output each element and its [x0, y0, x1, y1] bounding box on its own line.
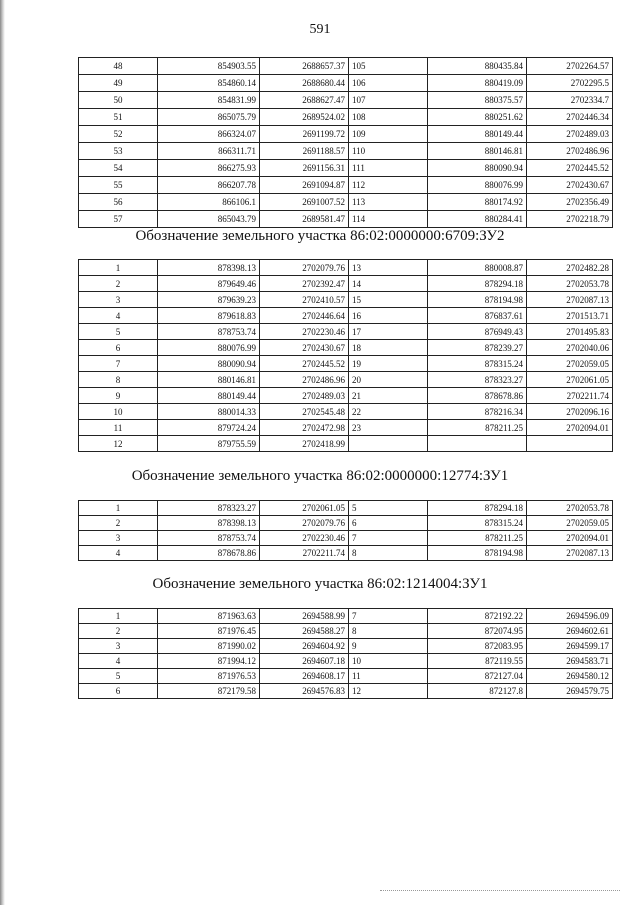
y-coordinate: 2702410.57 — [260, 292, 349, 308]
x-coordinate: 878315.24 — [428, 356, 527, 372]
y-coordinate: 2702418.99 — [260, 436, 349, 452]
x-coordinate: 880008.87 — [428, 260, 527, 276]
x-coordinate: 876949.43 — [428, 324, 527, 340]
y-coordinate: 2702059.05 — [527, 516, 613, 531]
x-coordinate: 872083.95 — [428, 639, 527, 654]
y-coordinate: 2689581.47 — [260, 211, 349, 228]
y-coordinate: 2702334.7 — [527, 92, 613, 109]
section-title-12774-zu1: Обозначение земельного участка 86:02:0000000:12774:ЗУ1 — [131, 468, 509, 484]
x-coordinate: 878294.18 — [428, 501, 527, 516]
x-coordinate: 865075.79 — [158, 109, 260, 126]
y-coordinate: 2694576.83 — [260, 684, 349, 699]
point-number: 2 — [79, 624, 158, 639]
point-number: 54 — [79, 160, 158, 177]
point-number: 15 — [349, 292, 428, 308]
point-number: 13 — [349, 260, 428, 276]
point-number: 23 — [349, 420, 428, 436]
point-number: 51 — [79, 109, 158, 126]
y-coordinate: 2691156.31 — [260, 160, 349, 177]
x-coordinate: 878239.27 — [428, 340, 527, 356]
point-number: 18 — [349, 340, 428, 356]
point-number: 11 — [349, 669, 428, 684]
point-number: 112 — [349, 177, 428, 194]
x-coordinate: 880251.62 — [428, 109, 527, 126]
coordinates-table-3 — [78, 500, 613, 561]
point-number: 108 — [349, 109, 428, 126]
x-coordinate: 879724.24 — [158, 420, 260, 436]
x-coordinate: 872127.8 — [428, 684, 527, 699]
table-row — [79, 624, 613, 639]
x-coordinate: 872119.55 — [428, 654, 527, 669]
table-row — [79, 194, 613, 211]
table-row — [79, 372, 613, 388]
x-coordinate: 878294.18 — [428, 276, 527, 292]
y-coordinate: 2688680.44 — [260, 75, 349, 92]
x-coordinate: 878678.86 — [428, 388, 527, 404]
y-coordinate: 2702230.46 — [260, 324, 349, 340]
point-number: 2 — [79, 276, 158, 292]
point-number: 1 — [79, 260, 158, 276]
table-row — [79, 177, 613, 194]
point-number: 4 — [79, 308, 158, 324]
y-coordinate: 2702356.49 — [527, 194, 613, 211]
x-coordinate: 878194.98 — [428, 292, 527, 308]
table-row — [79, 639, 613, 654]
point-number: 110 — [349, 143, 428, 160]
x-coordinate: 871976.53 — [158, 669, 260, 684]
section-title-6709-zu2: Обозначение земельного участка 86:02:0000000:6709:ЗУ2 — [135, 228, 505, 244]
table-row — [79, 654, 613, 669]
point-number: 6 — [79, 340, 158, 356]
x-coordinate: 880435.84 — [428, 58, 527, 75]
x-coordinate: 880419.09 — [428, 75, 527, 92]
point-number: 19 — [349, 356, 428, 372]
x-coordinate: 878398.13 — [158, 260, 260, 276]
y-coordinate: 2691199.72 — [260, 126, 349, 143]
y-coordinate: 2691007.52 — [260, 194, 349, 211]
x-coordinate: 871976.45 — [158, 624, 260, 639]
y-coordinate: 2688627.47 — [260, 92, 349, 109]
y-coordinate: 2702482.28 — [527, 260, 613, 276]
point-number: 53 — [79, 143, 158, 160]
table-row — [79, 260, 613, 276]
point-number: 50 — [79, 92, 158, 109]
x-coordinate: 880149.44 — [158, 388, 260, 404]
point-number: 12 — [79, 436, 158, 452]
y-coordinate: 2688657.37 — [260, 58, 349, 75]
y-coordinate: 2702230.46 — [260, 531, 349, 546]
y-coordinate: 2702486.96 — [260, 372, 349, 388]
x-coordinate: 866324.07 — [158, 126, 260, 143]
scan-left-edge — [0, 0, 5, 905]
point-number: 3 — [79, 292, 158, 308]
point-number: 3 — [79, 639, 158, 654]
x-coordinate: 866207.78 — [158, 177, 260, 194]
y-coordinate: 2694604.92 — [260, 639, 349, 654]
y-coordinate: 2702094.01 — [527, 420, 613, 436]
point-number: 113 — [349, 194, 428, 211]
point-number: 55 — [79, 177, 158, 194]
x-coordinate: 878323.27 — [158, 501, 260, 516]
point-number: 52 — [79, 126, 158, 143]
y-coordinate: 2702096.16 — [527, 404, 613, 420]
table-row — [79, 160, 613, 177]
point-number: 48 — [79, 58, 158, 75]
point-number: 7 — [349, 531, 428, 546]
y-coordinate: 2702489.03 — [527, 126, 613, 143]
x-coordinate: 872192.22 — [428, 609, 527, 624]
y-coordinate: 2694588.99 — [260, 609, 349, 624]
table-row — [79, 531, 613, 546]
table-row — [79, 546, 613, 561]
y-coordinate: 2702430.67 — [527, 177, 613, 194]
y-coordinate: 2702486.96 — [527, 143, 613, 160]
y-coordinate: 2702079.76 — [260, 516, 349, 531]
x-coordinate: 878194.98 — [428, 546, 527, 561]
point-number: 6 — [349, 516, 428, 531]
point-number: 8 — [79, 372, 158, 388]
table-row — [79, 404, 613, 420]
point-number: 5 — [79, 669, 158, 684]
point-number: 17 — [349, 324, 428, 340]
point-number: 2 — [79, 516, 158, 531]
x-coordinate: 876837.61 — [428, 308, 527, 324]
y-coordinate: 2691188.57 — [260, 143, 349, 160]
x-coordinate: 880149.44 — [428, 126, 527, 143]
x-coordinate: 880174.92 — [428, 194, 527, 211]
coordinates-table-2 — [78, 259, 613, 452]
table-row — [79, 211, 613, 228]
y-coordinate: 2694602.61 — [527, 624, 613, 639]
table-row — [79, 75, 613, 92]
table-row — [79, 388, 613, 404]
x-coordinate: 866106.1 — [158, 194, 260, 211]
point-number: 10 — [79, 404, 158, 420]
x-coordinate: 854831.99 — [158, 92, 260, 109]
y-coordinate: 2702545.48 — [260, 404, 349, 420]
x-coordinate: 878216.34 — [428, 404, 527, 420]
point-number: 5 — [349, 501, 428, 516]
point-number: 7 — [349, 609, 428, 624]
point-number: 114 — [349, 211, 428, 228]
point-number: 9 — [349, 639, 428, 654]
point-number: 8 — [349, 546, 428, 561]
x-coordinate: 880076.99 — [158, 340, 260, 356]
table-row — [79, 420, 613, 436]
x-coordinate: 879618.83 — [158, 308, 260, 324]
point-number: 9 — [79, 388, 158, 404]
table-row — [79, 669, 613, 684]
table-row — [79, 143, 613, 160]
x-coordinate: 879649.46 — [158, 276, 260, 292]
x-coordinate: 872127.04 — [428, 669, 527, 684]
point-number — [349, 436, 428, 452]
table-row — [79, 126, 613, 143]
y-coordinate: 2694579.75 — [527, 684, 613, 699]
table-row — [79, 356, 613, 372]
y-coordinate: 2694580.12 — [527, 669, 613, 684]
y-coordinate: 2702445.52 — [527, 160, 613, 177]
table-row — [79, 684, 613, 699]
x-coordinate: 878211.25 — [428, 531, 527, 546]
x-coordinate: 872179.58 — [158, 684, 260, 699]
y-coordinate: 2702445.52 — [260, 356, 349, 372]
point-number: 57 — [79, 211, 158, 228]
y-coordinate: 2702211.74 — [260, 546, 349, 561]
y-coordinate: 2702211.74 — [527, 388, 613, 404]
point-number: 7 — [79, 356, 158, 372]
x-coordinate: 880090.94 — [158, 356, 260, 372]
y-coordinate: 2702489.03 — [260, 388, 349, 404]
y-coordinate: 2702040.06 — [527, 340, 613, 356]
page-number: 591 — [309, 22, 331, 37]
point-number: 6 — [79, 684, 158, 699]
point-number: 14 — [349, 276, 428, 292]
y-coordinate: 2702061.05 — [260, 501, 349, 516]
y-coordinate: 2702392.47 — [260, 276, 349, 292]
point-number: 109 — [349, 126, 428, 143]
table-row — [79, 436, 613, 452]
coordinates-table-4 — [78, 608, 613, 699]
table-row — [79, 92, 613, 109]
x-coordinate: 880146.81 — [428, 143, 527, 160]
y-coordinate: 2702446.64 — [260, 308, 349, 324]
point-number: 20 — [349, 372, 428, 388]
x-coordinate: 878315.24 — [428, 516, 527, 531]
table-row — [79, 292, 613, 308]
point-number: 21 — [349, 388, 428, 404]
point-number: 11 — [79, 420, 158, 436]
x-coordinate: 878678.86 — [158, 546, 260, 561]
table-row — [79, 516, 613, 531]
y-coordinate: 2702094.01 — [527, 531, 613, 546]
coordinates-table-1 — [78, 57, 613, 228]
table-row — [79, 308, 613, 324]
table-row — [79, 276, 613, 292]
y-coordinate: 2702087.13 — [527, 546, 613, 561]
x-coordinate: 866275.93 — [158, 160, 260, 177]
y-coordinate: 2691094.87 — [260, 177, 349, 194]
point-number: 22 — [349, 404, 428, 420]
table-row — [79, 109, 613, 126]
y-coordinate: 2701495.83 — [527, 324, 613, 340]
point-number: 107 — [349, 92, 428, 109]
y-coordinate: 2694596.09 — [527, 609, 613, 624]
y-coordinate: 2702472.98 — [260, 420, 349, 436]
point-number: 105 — [349, 58, 428, 75]
x-coordinate: 865043.79 — [158, 211, 260, 228]
point-number: 1 — [79, 609, 158, 624]
point-number: 56 — [79, 194, 158, 211]
x-coordinate: 878753.74 — [158, 531, 260, 546]
y-coordinate: 2702264.57 — [527, 58, 613, 75]
x-coordinate — [428, 436, 527, 452]
x-coordinate: 880375.57 — [428, 92, 527, 109]
y-coordinate: 2702053.78 — [527, 276, 613, 292]
y-coordinate: 2702059.05 — [527, 356, 613, 372]
y-coordinate: 2689524.02 — [260, 109, 349, 126]
y-coordinate: 2701513.71 — [527, 308, 613, 324]
x-coordinate: 878323.27 — [428, 372, 527, 388]
y-coordinate — [527, 436, 613, 452]
table-row — [79, 340, 613, 356]
y-coordinate: 2694588.27 — [260, 624, 349, 639]
y-coordinate: 2702295.5 — [527, 75, 613, 92]
x-coordinate: 854903.55 — [158, 58, 260, 75]
x-coordinate: 878398.13 — [158, 516, 260, 531]
point-number: 8 — [349, 624, 428, 639]
y-coordinate: 2702446.34 — [527, 109, 613, 126]
point-number: 1 — [79, 501, 158, 516]
point-number: 12 — [349, 684, 428, 699]
x-coordinate: 880076.99 — [428, 177, 527, 194]
point-number: 106 — [349, 75, 428, 92]
x-coordinate: 878211.25 — [428, 420, 527, 436]
table-row — [79, 58, 613, 75]
point-number: 49 — [79, 75, 158, 92]
y-coordinate: 2702079.76 — [260, 260, 349, 276]
y-coordinate: 2702218.79 — [527, 211, 613, 228]
table-row — [79, 324, 613, 340]
y-coordinate: 2694599.17 — [527, 639, 613, 654]
x-coordinate: 866311.71 — [158, 143, 260, 160]
x-coordinate: 872074.95 — [428, 624, 527, 639]
x-coordinate: 878753.74 — [158, 324, 260, 340]
point-number: 111 — [349, 160, 428, 177]
point-number: 16 — [349, 308, 428, 324]
scan-artifact — [380, 890, 620, 893]
x-coordinate: 871994.12 — [158, 654, 260, 669]
y-coordinate: 2694583.71 — [527, 654, 613, 669]
x-coordinate: 871963.63 — [158, 609, 260, 624]
point-number: 10 — [349, 654, 428, 669]
point-number: 3 — [79, 531, 158, 546]
y-coordinate: 2702053.78 — [527, 501, 613, 516]
x-coordinate: 879755.59 — [158, 436, 260, 452]
y-coordinate: 2702430.67 — [260, 340, 349, 356]
y-coordinate: 2694607.18 — [260, 654, 349, 669]
table-row — [79, 501, 613, 516]
x-coordinate: 880146.81 — [158, 372, 260, 388]
point-number: 4 — [79, 546, 158, 561]
x-coordinate: 879639.23 — [158, 292, 260, 308]
y-coordinate: 2702087.13 — [527, 292, 613, 308]
point-number: 4 — [79, 654, 158, 669]
x-coordinate: 880284.41 — [428, 211, 527, 228]
table-row — [79, 609, 613, 624]
y-coordinate: 2694608.17 — [260, 669, 349, 684]
x-coordinate: 880014.33 — [158, 404, 260, 420]
point-number: 5 — [79, 324, 158, 340]
y-coordinate: 2702061.05 — [527, 372, 613, 388]
x-coordinate: 880090.94 — [428, 160, 527, 177]
x-coordinate: 854860.14 — [158, 75, 260, 92]
section-title-1214004-zu1: Обозначение земельного участка 86:02:1214004:ЗУ1 — [152, 576, 488, 592]
x-coordinate: 871990.02 — [158, 639, 260, 654]
